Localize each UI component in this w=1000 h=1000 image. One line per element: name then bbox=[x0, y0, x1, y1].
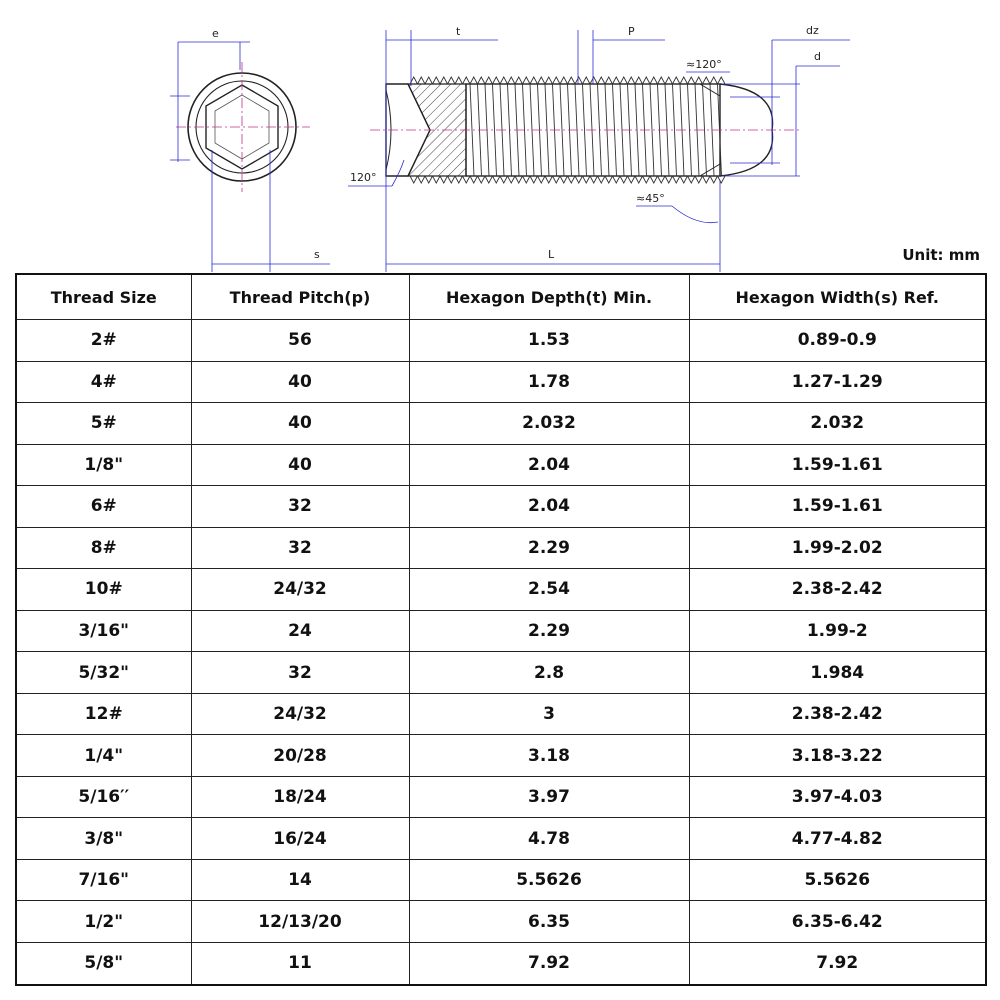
hexagon-depth-cell: 3.97 bbox=[409, 776, 689, 818]
thread-size-cell: 2# bbox=[16, 320, 191, 362]
thread-pitch-cell: 32 bbox=[191, 527, 409, 569]
thread-tooth bbox=[493, 77, 501, 84]
thread-tooth bbox=[583, 77, 591, 84]
thread-tooth bbox=[410, 176, 418, 183]
label-L: L bbox=[548, 248, 555, 261]
thread-tooth bbox=[523, 77, 531, 84]
thread-tooth bbox=[598, 176, 606, 183]
thread-size-cell: 3/8" bbox=[16, 818, 191, 860]
thread-tooth bbox=[545, 176, 553, 183]
thread-pitch-cell: 24/32 bbox=[191, 693, 409, 735]
header-thread-pitch: Thread Pitch(p) bbox=[191, 274, 409, 320]
hexagon-width-cell: 1.59-1.61 bbox=[689, 486, 986, 528]
thread-tooth bbox=[530, 77, 538, 84]
label-e: e bbox=[212, 27, 219, 40]
thread-tooth bbox=[455, 77, 463, 84]
thread-size-cell: 1/8" bbox=[16, 444, 191, 486]
hexagon-width-cell: 2.38-2.42 bbox=[689, 569, 986, 611]
header-thread-size: Thread Size bbox=[16, 274, 191, 320]
table-row bbox=[16, 859, 986, 901]
thread-tooth bbox=[485, 176, 493, 183]
thread-tooth bbox=[448, 77, 456, 84]
hexagon-width-cell: 7.92 bbox=[689, 942, 986, 985]
thread-tooth bbox=[470, 176, 478, 183]
header-hexagon-depth: Hexagon Depth(t) Min. bbox=[409, 274, 689, 320]
thread-tooth bbox=[478, 176, 486, 183]
table-row bbox=[16, 901, 986, 943]
label-t: t bbox=[456, 25, 461, 38]
hexagon-depth-cell: 4.78 bbox=[409, 818, 689, 860]
thread-size-cell: 12# bbox=[16, 693, 191, 735]
thread-tooth bbox=[710, 176, 718, 183]
thread-tooth bbox=[493, 176, 501, 183]
thread-tooth bbox=[598, 77, 606, 84]
label-angle-chamfer: ≈45° bbox=[636, 192, 665, 205]
hexagon-depth-cell: 6.35 bbox=[409, 901, 689, 943]
thread-size-cell: 3/16" bbox=[16, 610, 191, 652]
thread-tooth bbox=[470, 77, 478, 84]
hexagon-depth-cell: 7.92 bbox=[409, 942, 689, 985]
hexagon-depth-cell: 2.04 bbox=[409, 444, 689, 486]
thread-tooth bbox=[568, 77, 576, 84]
thread-tooth bbox=[418, 176, 426, 183]
thread-size-cell: 5/8" bbox=[16, 942, 191, 985]
thread-tooth bbox=[703, 176, 711, 183]
thread-tooth bbox=[575, 77, 583, 84]
thread-tooth bbox=[440, 77, 448, 84]
thread-line bbox=[583, 84, 587, 176]
spec-table bbox=[15, 273, 987, 986]
thread-tooth bbox=[463, 176, 471, 183]
thread-size-cell: 5/32" bbox=[16, 652, 191, 694]
thread-pitch-cell: 32 bbox=[191, 486, 409, 528]
hexagon-width-cell: 5.5626 bbox=[689, 859, 986, 901]
label-d: d bbox=[814, 50, 821, 63]
thread-tooth bbox=[560, 77, 568, 84]
hexagon-width-cell: 3.97-4.03 bbox=[689, 776, 986, 818]
thread-tooth bbox=[560, 176, 568, 183]
label-angle-tip: ≈120° bbox=[686, 58, 722, 71]
thread-pitch-cell: 20/28 bbox=[191, 735, 409, 777]
table-row bbox=[16, 403, 986, 445]
thread-tooth bbox=[688, 176, 696, 183]
thread-line bbox=[673, 84, 677, 176]
thread-size-cell: 7/16" bbox=[16, 859, 191, 901]
thread-tooth bbox=[635, 176, 643, 183]
hexagon-width-cell: 6.35-6.42 bbox=[689, 901, 986, 943]
hexagon-width-cell: 0.89-0.9 bbox=[689, 320, 986, 362]
thread-tooth bbox=[538, 176, 546, 183]
thread-tooth bbox=[650, 176, 658, 183]
thread-tooth bbox=[680, 176, 688, 183]
thread-tooth bbox=[620, 176, 628, 183]
thread-tooth bbox=[665, 176, 673, 183]
thread-tooth bbox=[695, 77, 703, 84]
hexagon-width-cell: 4.77-4.82 bbox=[689, 818, 986, 860]
thread-tooth bbox=[545, 77, 553, 84]
table-row bbox=[16, 693, 986, 735]
thread-tooth bbox=[605, 77, 613, 84]
thread-size-cell: 8# bbox=[16, 527, 191, 569]
hexagon-depth-cell: 2.29 bbox=[409, 527, 689, 569]
thread-tooth bbox=[455, 176, 463, 183]
label-p: P bbox=[628, 25, 635, 38]
table-row bbox=[16, 320, 986, 362]
label-angle-left: 120° bbox=[350, 171, 377, 184]
hexagon-depth-cell: 3 bbox=[409, 693, 689, 735]
table-row bbox=[16, 818, 986, 860]
table-row bbox=[16, 361, 986, 403]
thread-tooth bbox=[478, 77, 486, 84]
thread-tooth bbox=[425, 176, 433, 183]
thread-pitch-cell: 12/13/20 bbox=[191, 901, 409, 943]
thread-tooth bbox=[575, 176, 583, 183]
thread-tooth bbox=[523, 176, 531, 183]
thread-tooth bbox=[508, 77, 516, 84]
thread-tooth bbox=[433, 77, 441, 84]
thread-pitch-cell: 24/32 bbox=[191, 569, 409, 611]
side-view bbox=[348, 24, 850, 272]
thread-tooth bbox=[710, 77, 718, 84]
thread-pitch-cell: 32 bbox=[191, 652, 409, 694]
label-dz: dz bbox=[806, 24, 819, 37]
label-s: s bbox=[314, 248, 320, 261]
thread-tooth bbox=[590, 77, 598, 84]
thread-tooth bbox=[673, 77, 681, 84]
thread-pitch-cell: 40 bbox=[191, 444, 409, 486]
hexagon-width-cell: 1.984 bbox=[689, 652, 986, 694]
thread-pitch-cell: 11 bbox=[191, 942, 409, 985]
thread-tooth bbox=[500, 77, 508, 84]
thread-tooth bbox=[620, 77, 628, 84]
thread-tooth bbox=[500, 176, 508, 183]
thread-tooth bbox=[605, 176, 613, 183]
table-row bbox=[16, 735, 986, 777]
hexagon-depth-cell: 3.18 bbox=[409, 735, 689, 777]
thread-tooth bbox=[440, 176, 448, 183]
hexagon-depth-cell: 2.8 bbox=[409, 652, 689, 694]
hexagon-depth-cell: 2.032 bbox=[409, 403, 689, 445]
table-row bbox=[16, 652, 986, 694]
thread-pitch-cell: 40 bbox=[191, 361, 409, 403]
thread-size-cell: 5/16′′ bbox=[16, 776, 191, 818]
thread-size-cell: 5# bbox=[16, 403, 191, 445]
thread-size-cell: 1/2" bbox=[16, 901, 191, 943]
thread-size-cell: 1/4" bbox=[16, 735, 191, 777]
thread-tooth bbox=[628, 77, 636, 84]
thread-tooth bbox=[553, 176, 561, 183]
thread-tooth bbox=[425, 77, 433, 84]
hexagon-depth-cell: 2.04 bbox=[409, 486, 689, 528]
thread-pitch-cell: 14 bbox=[191, 859, 409, 901]
hexagon-width-cell: 1.59-1.61 bbox=[689, 444, 986, 486]
hexagon-width-cell: 1.99-2 bbox=[689, 610, 986, 652]
table-row bbox=[16, 486, 986, 528]
technical-drawing bbox=[0, 0, 1000, 272]
hexagon-width-cell: 1.27-1.29 bbox=[689, 361, 986, 403]
thread-pitch-cell: 24 bbox=[191, 610, 409, 652]
table-row bbox=[16, 444, 986, 486]
thread-tooth bbox=[515, 77, 523, 84]
table-row bbox=[16, 942, 986, 985]
thread-tooth bbox=[448, 176, 456, 183]
unit-label: Unit: mm bbox=[902, 246, 980, 264]
table-row bbox=[16, 569, 986, 611]
header-hexagon-width: Hexagon Width(s) Ref. bbox=[689, 274, 986, 320]
hexagon-depth-cell: 2.54 bbox=[409, 569, 689, 611]
hexagon-width-cell: 2.032 bbox=[689, 403, 986, 445]
thread-pitch-cell: 56 bbox=[191, 320, 409, 362]
thread-tooth bbox=[538, 77, 546, 84]
thread-tooth bbox=[695, 176, 703, 183]
hexagon-width-cell: 2.38-2.42 bbox=[689, 693, 986, 735]
thread-tooth bbox=[680, 77, 688, 84]
hexagon-depth-cell: 5.5626 bbox=[409, 859, 689, 901]
thread-tooth bbox=[583, 176, 591, 183]
thread-tooth bbox=[433, 176, 441, 183]
thread-tooth bbox=[703, 77, 711, 84]
thread-pitch-cell: 40 bbox=[191, 403, 409, 445]
thread-tooth bbox=[463, 77, 471, 84]
table-row bbox=[16, 776, 986, 818]
thread-pitch-cell: 16/24 bbox=[191, 818, 409, 860]
thread-tooth bbox=[688, 77, 696, 84]
thread-size-cell: 10# bbox=[16, 569, 191, 611]
table-row bbox=[16, 527, 986, 569]
thread-tooth bbox=[643, 77, 651, 84]
thread-tooth bbox=[508, 176, 516, 183]
thread-tooth bbox=[530, 176, 538, 183]
thread-pitch-cell: 18/24 bbox=[191, 776, 409, 818]
end-view bbox=[170, 27, 330, 272]
hexagon-depth-cell: 1.78 bbox=[409, 361, 689, 403]
thread-tooth bbox=[650, 77, 658, 84]
hexagon-width-cell: 3.18-3.22 bbox=[689, 735, 986, 777]
thread-tooth bbox=[613, 77, 621, 84]
header-row bbox=[16, 274, 986, 320]
thread-tooth bbox=[418, 77, 426, 84]
hexagon-depth-cell: 2.29 bbox=[409, 610, 689, 652]
thread-tooth bbox=[718, 77, 726, 84]
thread-tooth bbox=[658, 77, 666, 84]
thread-size-cell: 4# bbox=[16, 361, 191, 403]
thread-tooth bbox=[643, 176, 651, 183]
thread-tooth bbox=[628, 176, 636, 183]
hexagon-depth-cell: 1.53 bbox=[409, 320, 689, 362]
thread-tooth bbox=[673, 176, 681, 183]
thread-tooth bbox=[553, 77, 561, 84]
thread-tooth bbox=[568, 176, 576, 183]
hexagon-width-cell: 1.99-2.02 bbox=[689, 527, 986, 569]
thread-tooth bbox=[635, 77, 643, 84]
table-row bbox=[16, 610, 986, 652]
thread-tooth bbox=[665, 77, 673, 84]
thread-size-cell: 6# bbox=[16, 486, 191, 528]
thread-tooth bbox=[590, 176, 598, 183]
thread-tooth bbox=[613, 176, 621, 183]
thread-tooth bbox=[515, 176, 523, 183]
thread-tooth bbox=[718, 176, 726, 183]
thread-tooth bbox=[658, 176, 666, 183]
thread-line bbox=[493, 84, 497, 176]
thread-tooth bbox=[485, 77, 493, 84]
